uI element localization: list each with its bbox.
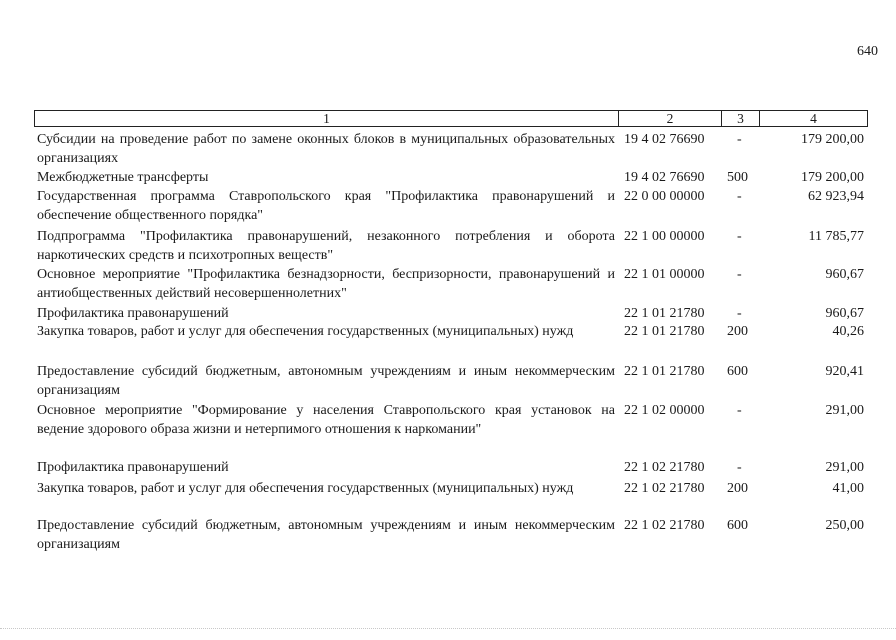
row-code: 19 4 02 76690 <box>624 170 705 185</box>
row-sum: 960,67 <box>825 306 864 321</box>
row-vr: - <box>737 267 742 282</box>
header-col-2: 2 <box>618 111 721 126</box>
row-sum: 179 200,00 <box>801 170 864 185</box>
row-code: 19 4 02 76690 <box>624 132 705 147</box>
row-code: 22 1 01 00000 <box>624 267 705 282</box>
row-vr: 600 <box>727 518 748 533</box>
row-vr: - <box>737 460 742 475</box>
row-sum: 62 923,94 <box>808 189 864 204</box>
row-description: Предоставление субсидий бюджетным, автономным учреждениям и иным некоммерческим организациям <box>37 518 615 552</box>
page-number: 640 <box>857 44 878 59</box>
scan-edge-divider <box>0 628 896 635</box>
row-description: Межбюджетные трансферты <box>37 170 209 185</box>
row-sum: 291,00 <box>825 403 864 418</box>
header-col-1: 1 <box>323 111 330 126</box>
row-vr: - <box>737 229 742 244</box>
row-code: 22 1 02 00000 <box>624 403 705 418</box>
row-sum: 41,00 <box>832 481 864 496</box>
row-description: Закупка товаров, работ и услуг для обеспечения государственных (муниципальных) нужд <box>37 324 574 339</box>
row-code: 22 1 01 21780 <box>624 324 705 339</box>
row-sum: 250,00 <box>825 518 864 533</box>
row-sum: 920,41 <box>825 364 864 379</box>
row-sum: 291,00 <box>825 460 864 475</box>
row-description: Предоставление субсидий бюджетным, автономным учреждениям и иным некоммерческим организациям <box>37 364 615 398</box>
row-description: Профилактика правонарушений <box>37 460 229 475</box>
header-col-3: 3 <box>721 111 759 126</box>
row-vr: 500 <box>727 170 748 185</box>
row-code: 22 0 00 00000 <box>624 189 705 204</box>
row-code: 22 1 00 00000 <box>624 229 705 244</box>
header-col-4: 4 <box>759 111 867 126</box>
row-code: 22 1 01 21780 <box>624 364 705 379</box>
row-vr: 200 <box>727 324 748 339</box>
row-code: 22 1 02 21780 <box>624 518 705 533</box>
row-sum: 960,67 <box>825 267 864 282</box>
row-vr: - <box>737 306 742 321</box>
row-vr: - <box>737 132 742 147</box>
row-description: Основное мероприятие "Формирование у населения Ставропольского края установок на ведение здорового образа жизни и нетерпимого отношения к наркомании" <box>37 403 615 437</box>
row-sum: 179 200,00 <box>801 132 864 147</box>
row-description: Субсидии на проведение работ по замене оконных блоков в муниципальных образовательных организациях <box>37 132 615 166</box>
row-description: Основное мероприятие "Профилактика безнадзорности, беспризорности, правонарушений и антиобщественных действий несовершеннолетних" <box>37 267 615 301</box>
row-code: 22 1 01 21780 <box>624 306 705 321</box>
row-description: Государственная программа Ставропольского края "Профилактика правонарушений и обеспечение общественного порядка" <box>37 189 615 223</box>
table-header <box>34 110 868 127</box>
row-sum: 40,26 <box>832 324 864 339</box>
row-vr: - <box>737 403 742 418</box>
row-description: Закупка товаров, работ и услуг для обеспечения государственных (муниципальных) нужд <box>37 481 574 496</box>
row-code: 22 1 02 21780 <box>624 481 705 496</box>
row-description: Профилактика правонарушений <box>37 306 229 321</box>
row-vr: 600 <box>727 364 748 379</box>
row-vr: - <box>737 189 742 204</box>
row-code: 22 1 02 21780 <box>624 460 705 475</box>
row-vr: 200 <box>727 481 748 496</box>
row-description: Подпрограмма "Профилактика правонарушений, незаконного потребления и оборота наркотических средств и психотропных веществ" <box>37 229 615 263</box>
row-sum: 11 785,77 <box>808 229 864 244</box>
